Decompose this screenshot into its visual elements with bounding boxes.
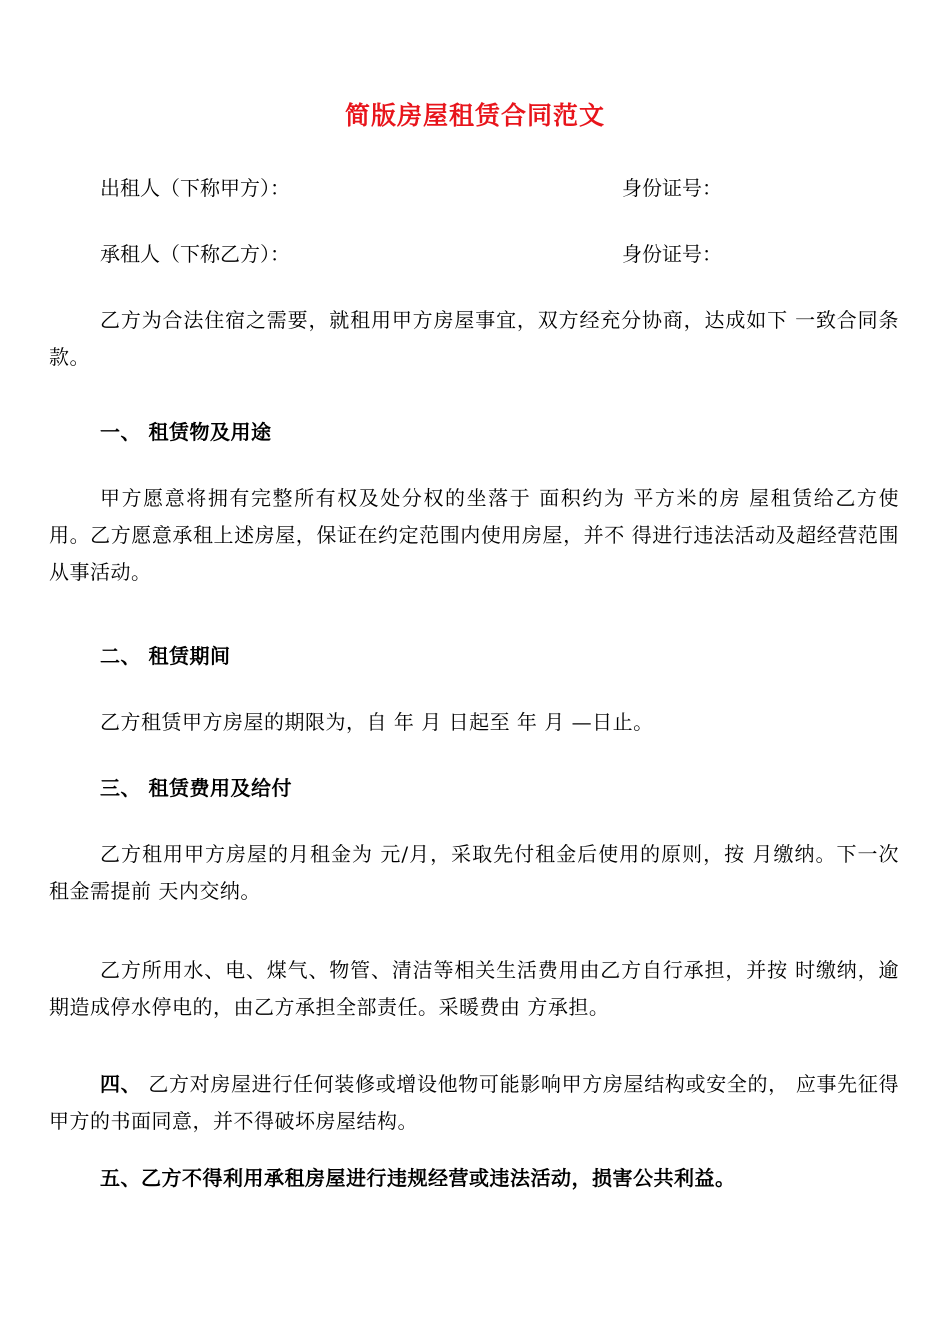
section-3-paragraph-utilities: 乙方所用水、电、煤气、物管、清洁等相关生活费用由乙方自行承担，并按 时缴纳，逾期造成停水停电的，由乙方承担全部责任。采暖费由 方承担。 (49, 958, 899, 1019)
section-2-paragraph: 乙方租赁甲方房屋的期限为，自 年 月 日起至 年 月 —日止。 (100, 710, 654, 734)
lessor-label: 出租人（下称甲方）： (100, 176, 290, 200)
section-3-heading: 三、 租赁费用及给付 (100, 776, 292, 800)
section-1-heading: 一、 租赁物及用途 (100, 420, 272, 444)
section-4-number: 四、 (100, 1072, 142, 1096)
section-4-text: 乙方对房屋进行任何装修或增设他物可能影响甲方房屋结构或安全的， 应事先征得甲方的书面同意，并不得破坏房屋结构。 (49, 1072, 900, 1133)
lessee-label: 承租人（下称乙方）： (100, 242, 290, 266)
lessor-row (100, 170, 900, 206)
section-3-paragraph-rent: 乙方租用甲方房屋的月租金为 元/月，采取先付租金后使用的原则，按 月缴纳。下一次租金需提前 天内交纳。 (49, 842, 899, 903)
section-2-heading: 二、 租赁期间 (100, 644, 231, 668)
document-title: 简版房屋租赁合同范文 (344, 101, 605, 130)
lessee-row (100, 236, 900, 272)
lessor-id-label: 身份证号： (622, 176, 722, 200)
lessee-id-label: 身份证号： (622, 242, 722, 266)
section-5-heading: 五、乙方不得利用承租房屋进行违规经营或违法活动，损害公共利益。 (100, 1166, 736, 1190)
section-4-paragraph (49, 1066, 899, 1140)
section-1-paragraph: 甲方愿意将拥有完整所有权及处分权的坐落于 面积约为 平方米的房 屋租赁给乙方使用。乙方愿意承租上述房屋，保证在约定范围内使用房屋，并不 得进行违法活动及超经营范围从事活动。 (49, 486, 899, 584)
intro-paragraph: 乙方为合法住宿之需要，就租用甲方房屋事宜，双方经充分协商，达成如下 一致合同条款。 (49, 308, 899, 369)
